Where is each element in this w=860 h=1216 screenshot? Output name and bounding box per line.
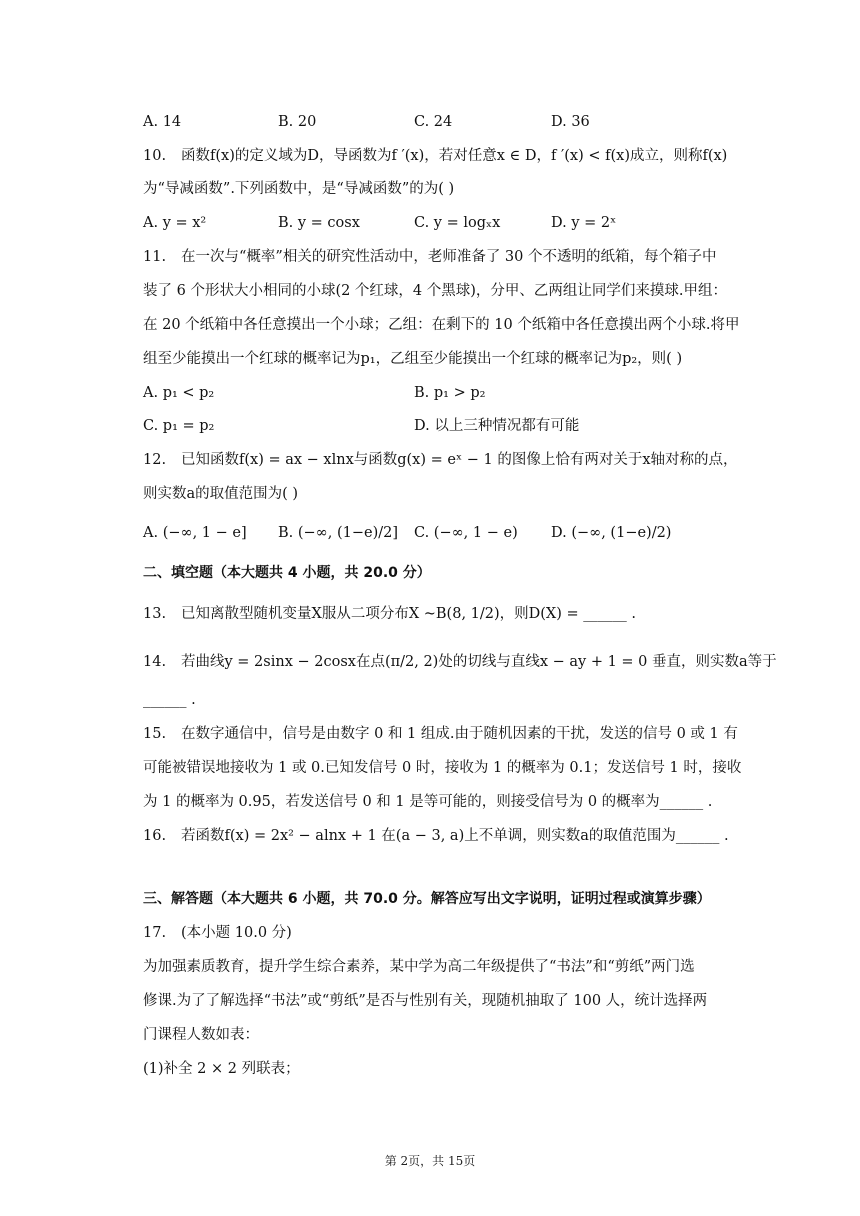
q16-text-line1: 若函数f(x) = 2x² − alnx + 1 在(a − 3, a)上不单调，则实数a的取值范围为______ .: [181, 828, 729, 844]
q11-stem-line4: 组至少能摸出一个红球的概率记为p₁，乙组至少能摸出一个红球的概率记为p₂，则( ): [143, 351, 683, 367]
q11-number: 11.: [143, 249, 167, 265]
q16-number: 16.: [143, 828, 167, 844]
q17-text-line2: 修课.为了了解选择“书法”或“剪纸”是否与性别有关，现随机抽取了 100 人，统计选择两: [143, 993, 708, 1009]
q17-text-line3: 门课程人数如表：: [143, 1027, 259, 1043]
q15-number: 15.: [143, 726, 167, 742]
q10-option-c: C. y = logₓx: [414, 215, 501, 231]
q12-stem-line2: 则实数a的取值范围为( ): [143, 486, 299, 502]
q17-score: (本小题 10.0 分): [181, 925, 292, 941]
q13-text-line1: 已知离散型随机变量X服从二项分布X ~B(8, 1/2)，则D(X) = ______ .: [181, 606, 636, 622]
section-heading-solutions: 三、解答题（本大题共 6 小题，共 70.0 分。解答应写出文字说明，证明过程或演算步骤）: [143, 891, 711, 907]
q11-stem-line3: 在 20 个纸箱中各任意摸出一个小球；乙组：在剩下的 10 个纸箱中各任意摸出两个小球.将甲: [143, 317, 740, 333]
q10-option-b: B. y = cosx: [278, 215, 360, 231]
q17-number: 17.: [143, 925, 167, 941]
q10-number: 10.: [143, 148, 167, 164]
q11-text-line1: 在一次与“概率”相关的研究性活动中，老师准备了 30 个不透明的纸箱，每个箱子中: [181, 249, 717, 265]
q17-header: [143, 923, 753, 943]
q13-stem: [143, 604, 753, 624]
q9-option-a: A. 14: [143, 114, 182, 130]
q17-subquestion-1: (1)补全 2 × 2 列联表；: [143, 1061, 300, 1077]
q11-option-b: B. p₁ > p₂: [414, 385, 486, 401]
q10-option-a: A. y = x²: [143, 215, 207, 231]
q10-option-d: D. y = 2ˣ: [551, 215, 617, 231]
q11-stem-line1: [143, 247, 753, 267]
q12-number: 12.: [143, 452, 167, 468]
q12-option-a: A. (−∞, 1 − e]: [143, 525, 247, 541]
q14-text-line1: 若曲线y = 2sinx − 2cosx在点(π/2, 2)处的切线与直线x − ay + 1 = 0 垂直，则实数a等于: [181, 654, 777, 670]
q11-option-a: A. p₁ < p₂: [143, 385, 215, 401]
q12-text-line1: 已知函数f(x) = ax − xlnx与函数g(x) = eˣ − 1 的图像上恰有两对关于x轴对称的点，: [181, 452, 738, 468]
q12-stem-line1: [143, 450, 753, 470]
section-heading-fill-in: 二、填空题（本大题共 4 小题，共 20.0 分）: [143, 565, 431, 581]
page-footer: 第 2页，共 15页: [384, 1154, 476, 1168]
q15-stem-line1: [143, 724, 753, 744]
q14-stem-line1: [143, 652, 777, 672]
q17-text-line1: 为加强素质教育，提升学生综合素养，某中学为高二年级提供了“书法”和“剪纸”两门选: [143, 959, 695, 975]
q11-option-c: C. p₁ = p₂: [143, 418, 215, 434]
q9-option-c: C. 24: [414, 114, 453, 130]
q10-stem-line2: 为“导减函数”.下列函数中，是“导减函数”的为( ): [143, 181, 455, 197]
q9-option-b: B. 20: [278, 114, 317, 130]
q10-text-line1: 函数f(x)的定义域为D，导函数为f ′(x)，若对任意x ∈ D，f ′(x) < f(x)成立，则称f(x): [181, 148, 728, 164]
q14-number: 14.: [143, 654, 167, 670]
q13-number: 13.: [143, 606, 167, 622]
q11-option-d: D. 以上三种情况都有可能: [414, 418, 580, 434]
q12-option-c: C. (−∞, 1 − e): [414, 525, 518, 541]
q12-option-b: B. (−∞, (1−e)/2]: [278, 525, 399, 541]
q10-stem-line1: [143, 146, 753, 166]
q14-stem-line2: ______ .: [143, 692, 196, 708]
q16-stem: [143, 826, 753, 846]
q15-stem-line3: 为 1 的概率为 0.95，若发送信号 0 和 1 是等可能的，则接受信号为 0 的概率为______ .: [143, 794, 713, 810]
q12-option-d: D. (−∞, (1−e)/2): [551, 525, 672, 541]
q15-stem-line2: 可能被错误地接收为 1 或 0.已知发信号 0 时，接收为 1 的概率为 0.1；发送信号 1 时，接收: [143, 760, 742, 776]
q15-text-line1: 在数字通信中，信号是由数字 0 和 1 组成.由于随机因素的干扰，发送的信号 0 或 1 有: [181, 726, 738, 742]
q11-stem-line2: 装了 6 个形状大小相同的小球(2 个红球，4 个黑球)，分甲、乙两组让同学们来摸球.甲组：: [143, 283, 728, 299]
q9-option-d: D. 36: [551, 114, 590, 130]
